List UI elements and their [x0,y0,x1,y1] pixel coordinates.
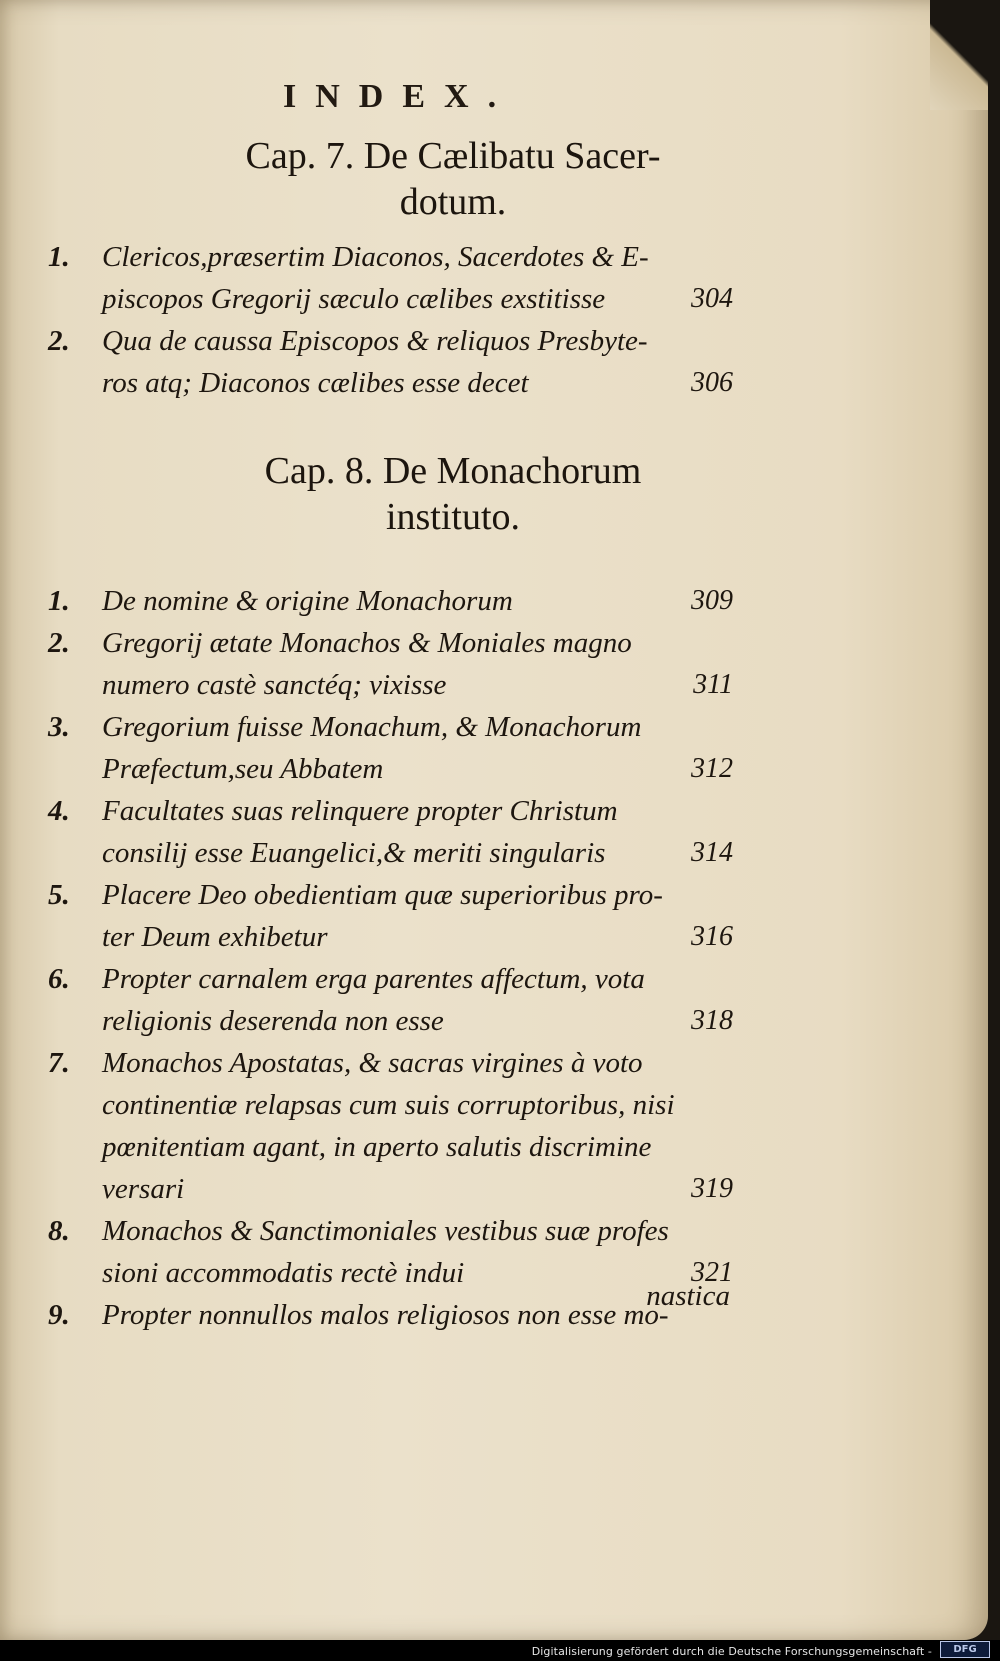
entry-line: Gregorij ætate Monachos & Moniales magno [102,627,632,659]
index-entry [48,320,733,404]
index-entry [48,1042,733,1210]
entry-number: 9. [48,1299,70,1331]
entry-number: 3. [48,711,70,743]
entry-line: pœnitentiam agant, in aperto salutis discrimine [102,1131,652,1163]
entry-line: piscopos Gregorij sæculo cælibes exstitisse [102,283,606,315]
entry-line: ros atq; Diaconos cælibes esse decet [102,367,529,399]
entry-line: versari [102,1173,185,1205]
entry-line: Monachos Apostatas, & sacras virgines à voto [102,1047,643,1079]
index-entry [48,236,733,320]
chapter-title-line: dotum. [399,181,507,223]
chapter-title-line: Cap. 7. De Cælibatu Sacer- [245,135,661,177]
dfg-logo: DFG [940,1641,990,1658]
entry-number: 6. [48,963,70,995]
page-number: 319 [691,1173,733,1204]
entry-line: Monachos & Sanctimoniales vestibus suæ profes [102,1215,669,1247]
entry-number: 4. [48,795,70,827]
page-number: 311 [693,669,733,700]
entry-line: sioni accommodatis rectè indui [102,1257,465,1289]
running-head: INDEX. [283,78,516,115]
entry-line: Propter carnalem erga parentes affectum, vota [102,963,645,995]
entry-number: 8. [48,1215,70,1247]
entry-number: 7. [48,1047,70,1079]
entry-number: 1. [48,241,70,273]
chapter-title-line: Cap. 8. De Monachorum [264,450,642,492]
entry-number: 2. [48,325,70,357]
chapter-title-line: instituto. [385,496,521,538]
entry-text [102,622,733,706]
footer-bar [0,1640,1000,1661]
entry-line: Clericos,præsertim Diaconos, Sacerdotes & E- [102,241,649,273]
entry-line: continentiæ relapsas cum suis corruptoribus, nisi [102,1089,675,1121]
entry-text [102,706,733,790]
entry-number: 5. [48,879,70,911]
entry-text [102,236,733,320]
index-entry [48,580,733,622]
entry-line: Præfectum,seu Abbatem [102,753,384,785]
catchword: nastica [646,1280,730,1312]
page-number: 321 [691,1257,733,1288]
page-number: 318 [691,1005,733,1036]
chapter-7-entries [48,236,733,404]
index-entry [48,790,733,874]
index-entry [48,1210,733,1294]
entry-line: religionis deserenda non esse [102,1005,444,1037]
entry-last-line [102,748,733,790]
chapter-8-title [173,448,733,540]
entry-line: Qua de caussa Episcopos & reliquos Presbyte- [102,325,648,357]
entry-text [102,874,733,958]
index-entry [48,958,733,1042]
entry-line: numero castè sanctéq; vixisse [102,669,447,701]
entry-text [102,580,733,622]
entry-number: 1. [48,585,70,617]
entry-text [102,1042,733,1210]
index-entry [48,1294,733,1336]
entry-last-line [102,832,733,874]
entry-last-line [102,664,733,706]
page-number: 314 [691,837,733,868]
page-number: 304 [691,283,733,314]
page-number: 309 [691,585,733,616]
entry-last-line [102,1000,733,1042]
chapter-8-entries [48,580,733,1336]
entry-line: Placere Deo obedientiam quæ superioribus pro- [102,879,663,911]
index-entry [48,706,733,790]
entry-last-line [102,916,733,958]
entry-line: Facultates suas relinquere propter Christum [102,795,618,827]
page-number: 316 [691,921,733,952]
entry-last-line [102,278,733,320]
page-number: 306 [691,367,733,398]
entry-line: Gregorium fuisse Monachum, & Monachorum [102,711,642,743]
entry-last-line [102,362,733,404]
entry-last-line [102,1168,733,1210]
index-entry [48,622,733,706]
entry-text [102,320,733,404]
entry-text [102,958,733,1042]
page-corner-fold [930,0,988,110]
chapter-7-title [173,133,733,225]
entry-text [102,1210,733,1294]
entry-number: 2. [48,627,70,659]
entry-line: consilij esse Euangelici,& meriti singularis [102,837,606,869]
page-number: 312 [691,753,733,784]
footer-credit-text: Digitalisierung gefördert durch die Deutsche Forschungsgemeinschaft - [531,1645,932,1658]
entry-text [102,1294,733,1336]
index-entry [48,874,733,958]
entry-last-line [102,1252,733,1294]
entry-line: Propter nonnullos malos religiosos non esse mo- [102,1299,669,1331]
entry-line: ter Deum exhibetur [102,921,328,953]
entry-text [102,790,733,874]
entry-line: De nomine & origine Monachorum [102,585,513,617]
entry-last-line [102,580,733,622]
